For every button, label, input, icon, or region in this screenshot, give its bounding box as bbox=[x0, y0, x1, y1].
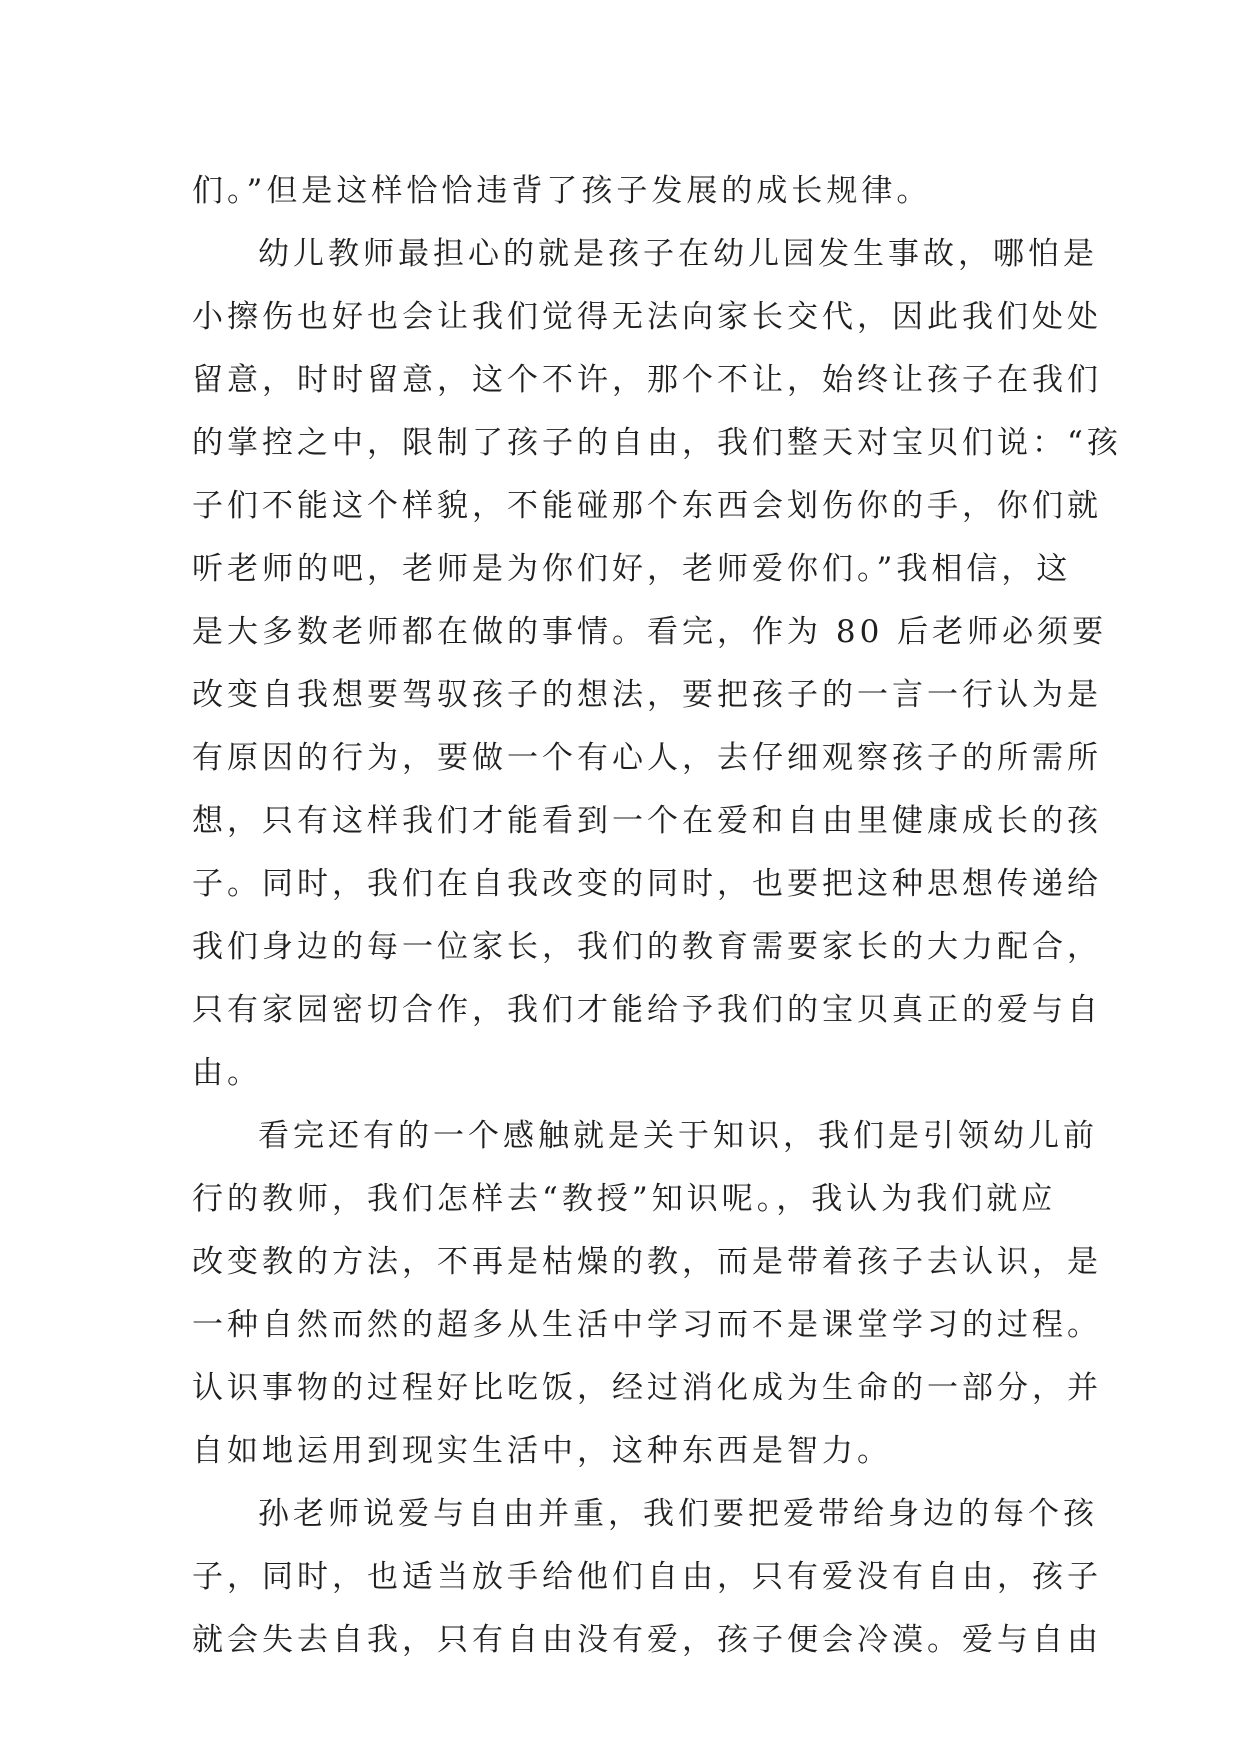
text-line: 想，只有这样我们才能看到一个在爱和自由里健康成长的孩 bbox=[192, 803, 1102, 839]
text-line: 子。同时，我们在自我改变的同时，也要把这种思想传递给 bbox=[192, 866, 1102, 902]
text-line: 子们不能这个样貌，不能碰那个东西会划伤你的手，你们就 bbox=[192, 488, 1102, 524]
paragraph-3 bbox=[192, 1105, 1102, 1483]
text-line: 我们身边的每一位家长，我们的教育需要家长的大力配合， bbox=[192, 929, 1102, 965]
text-line: 认识事物的过程好比吃饭，经过消化成为生命的一部分，并 bbox=[192, 1370, 1102, 1406]
paragraph-4 bbox=[192, 1483, 1102, 1672]
paragraph-2 bbox=[192, 223, 1122, 1105]
text-line: 幼儿教师最担心的就是孩子在幼儿园发生事故，哪怕是 bbox=[258, 236, 1098, 272]
text-line: 留意，时时留意，这个不许，那个不让，始终让孩子在我们 bbox=[192, 362, 1102, 398]
text-line: 孙老师说爱与自由并重，我们要把爱带给身边的每个孩 bbox=[258, 1496, 1098, 1532]
text-line: 的掌控之中，限制了孩子的自由，我们整天对宝贝们说：“孩 bbox=[192, 425, 1122, 461]
text-line: 改变自我想要驾驭孩子的想法，要把孩子的一言一行认为是 bbox=[192, 677, 1102, 713]
text-line: 自如地运用到现实生活中，这种东西是智力。 bbox=[192, 1433, 892, 1469]
paragraph-1 bbox=[192, 160, 1052, 223]
body-text bbox=[192, 160, 1122, 1672]
text-line: 一种自然而然的超多从生活中学习而不是课堂学习的过程。 bbox=[192, 1307, 1102, 1343]
text-line: 小擦伤也好也会让我们觉得无法向家长交代，因此我们处处 bbox=[192, 299, 1102, 335]
text-line: 由。 bbox=[192, 1055, 262, 1091]
text-line: 只有家园密切合作，我们才能给予我们的宝贝真正的爱与自 bbox=[192, 992, 1102, 1028]
text-line: 子，同时，也适当放手给他们自由，只有爱没有自由，孩子 bbox=[192, 1559, 1102, 1595]
text-line: 行的教师，我们怎样去“教授”知识呢。，我认为我们就应 bbox=[192, 1181, 1057, 1217]
text-line: 有原因的行为，要做一个有心人，去仔细观察孩子的所需所 bbox=[192, 740, 1102, 776]
text-line: 改变教的方法，不再是枯燥的教，而是带着孩子去认识，是 bbox=[192, 1244, 1102, 1280]
text-line: 们。”但是这样恰恰违背了孩子发展的成长规律。 bbox=[192, 173, 932, 209]
text-line: 是大多数老师都在做的事情。看完，作为 80 后老师必须要 bbox=[192, 614, 1108, 650]
text-line: 听老师的吧，老师是为你们好，老师爱你们。”我相信，这 bbox=[192, 551, 1072, 587]
text-line: 看完还有的一个感触就是关于知识，我们是引领幼儿前 bbox=[258, 1118, 1098, 1154]
text-line: 就会失去自我，只有自由没有爱，孩子便会冷漠。爱与自由 bbox=[192, 1622, 1102, 1658]
